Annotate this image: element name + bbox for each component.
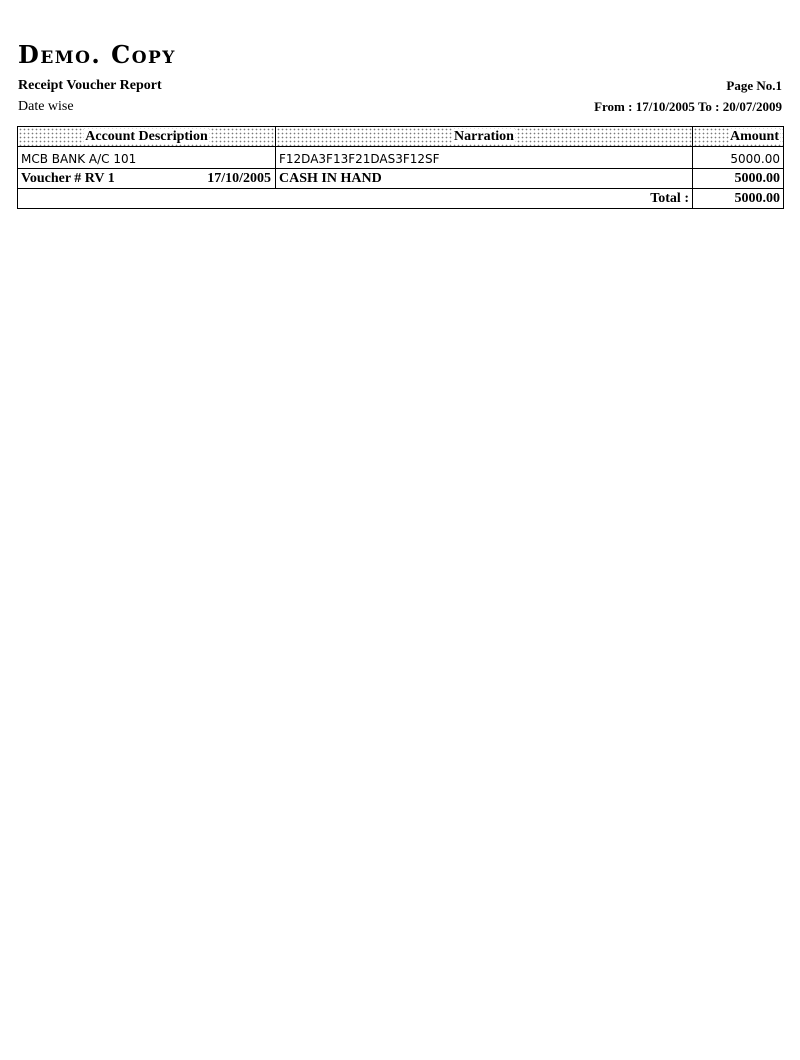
entry-account: MCB BANK A/C 101 xyxy=(18,147,276,169)
to-date: 20/07/2009 xyxy=(722,99,782,114)
voucher-cell xyxy=(18,169,276,189)
report-title: Receipt Voucher Report xyxy=(18,78,162,93)
company-name: Demo. Copy xyxy=(18,40,176,69)
voucher-account: CASH IN HAND xyxy=(276,169,693,189)
from-date: 17/10/2005 xyxy=(635,99,695,114)
date-range xyxy=(594,99,782,115)
voucher-amount: 5000.00 xyxy=(693,169,784,189)
total-row xyxy=(18,189,784,209)
to-label: To : xyxy=(697,99,720,114)
voucher-number: Voucher # RV 1 xyxy=(21,170,115,186)
total-amount: 5000.00 xyxy=(693,189,784,209)
entry-amount: 5000.00 xyxy=(693,147,784,169)
from-label: From : xyxy=(594,99,633,114)
table-header-row xyxy=(18,127,784,147)
voucher-table xyxy=(17,126,784,209)
column-header-amount: Amount xyxy=(693,127,784,147)
total-label: Total : xyxy=(18,189,693,209)
page-number: Page No.1 xyxy=(726,78,782,93)
entry-narration: F12DA3F13F21DAS3F12SF xyxy=(276,147,693,169)
column-header-account: Account Description xyxy=(18,127,276,147)
table-row xyxy=(18,147,784,169)
table-row xyxy=(18,169,784,189)
column-header-narration: Narration xyxy=(276,127,693,147)
report-subtitle: Date wise xyxy=(18,99,74,114)
voucher-date: 17/10/2005 xyxy=(207,170,271,186)
